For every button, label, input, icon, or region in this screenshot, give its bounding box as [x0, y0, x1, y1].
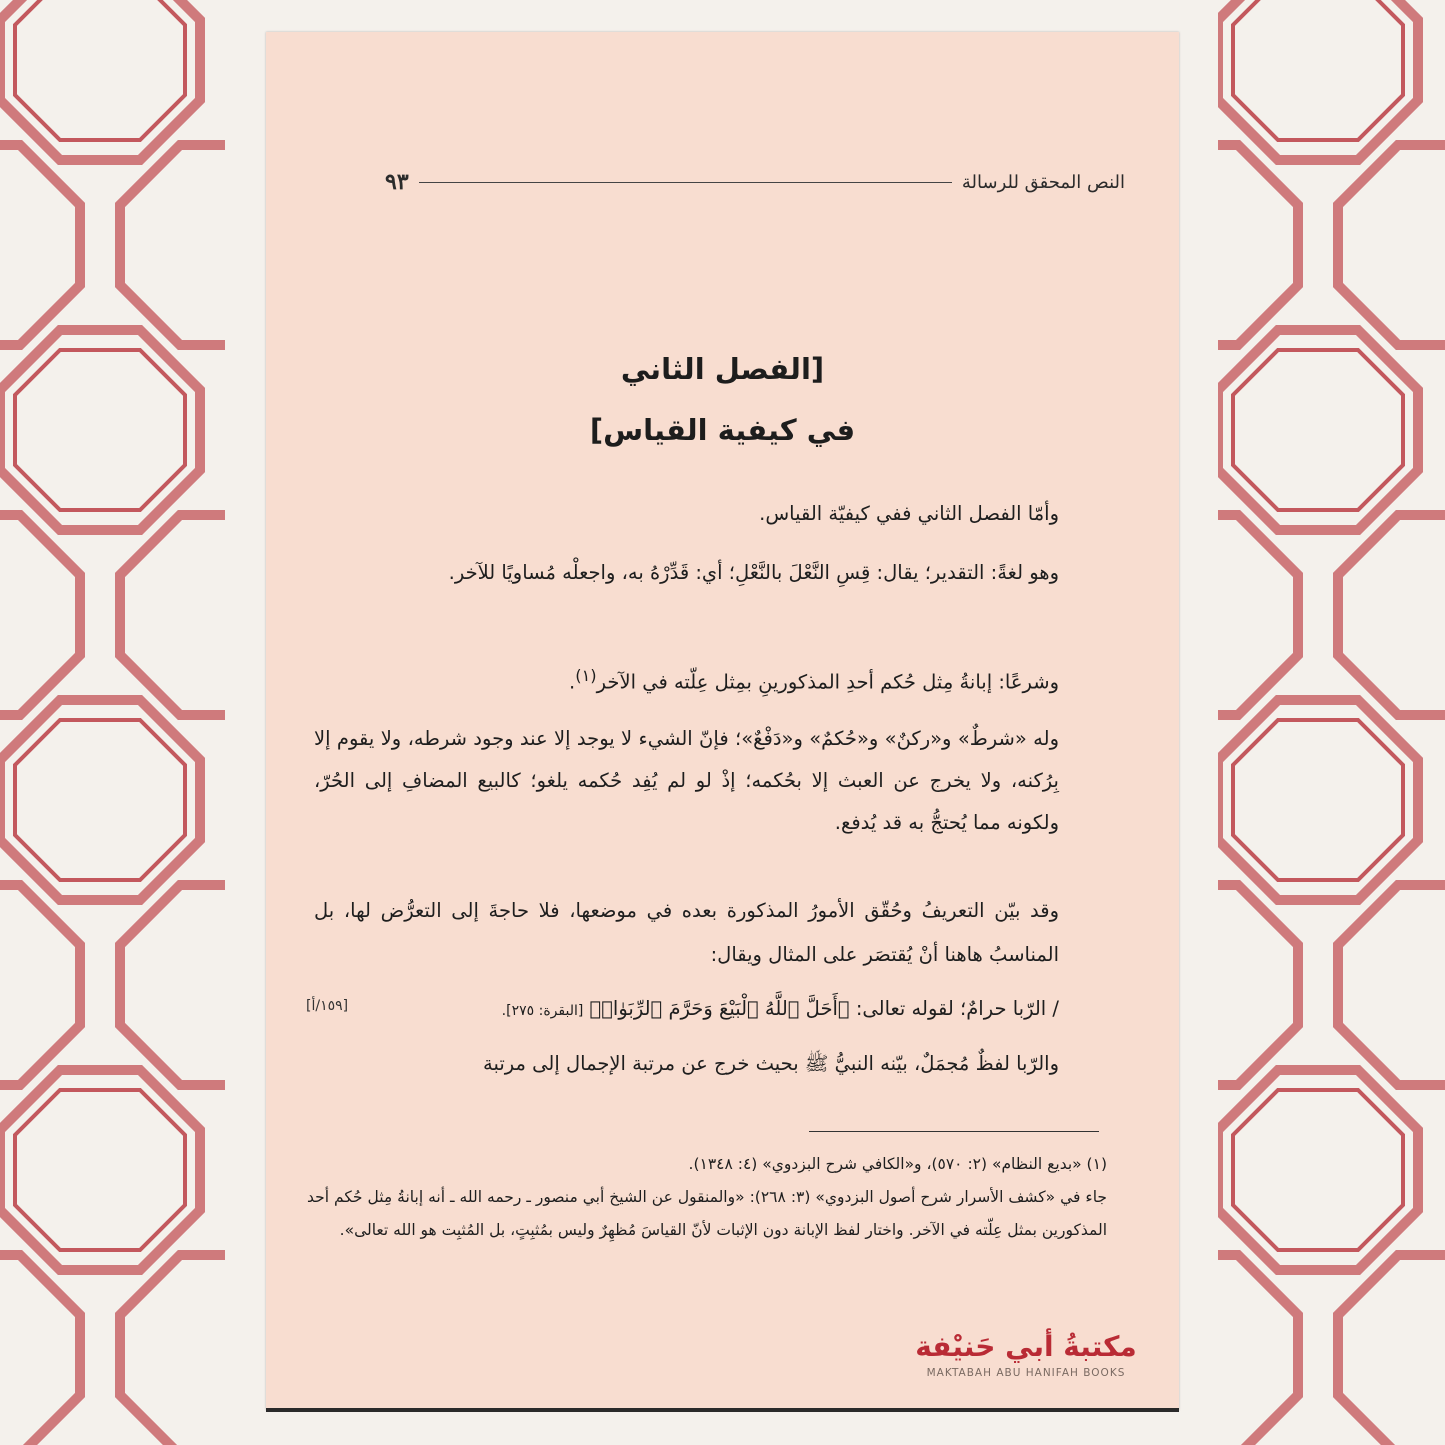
paragraph-conditions: وله «شرطٌ» و«ركنٌ» و«حُكمٌ» و«دَفْعٌ»؛ فإنّ الشيء لا يوجد إلا عند وجود شرطه، ولا يقوم إلا بِرُكنه، ولا يخرج عن العبث إلا بحُكمه؛ إذْ لو لم يُفِد حُكمه يلغو؛ كالبيع المضافِ إلى الحُرّ، ولكونه مما يُحتجُّ به قد يُدفع.	[314, 727, 1059, 834]
technical-definition-text: وشرعًا: إبانةُ مِثل حُكم أحدِ المذكورينِ بمِثل عِلّته في الآخر	[596, 670, 1059, 694]
decorative-pattern-right	[1218, 0, 1445, 1445]
running-title: النص المحقق للرسالة	[961, 171, 1125, 193]
paragraph-verse	[314, 997, 1059, 1020]
footnote-separator	[809, 1131, 1099, 1132]
verse-reference: [البقرة: ٢٧٥].	[501, 1003, 584, 1019]
paragraph-technical-definition: وشرعًا: إبانةُ مِثل حُكم أحدِ المذكورينِ بمِثل عِلّته في الآخر$^{(١)}$.	[569, 666, 1059, 694]
publisher-logo-english: MAKTABAH ABU HANIFAH BOOKS	[926, 1367, 1126, 1379]
page-bottom-edge	[266, 1408, 1179, 1412]
header-rule	[419, 182, 952, 183]
book-page	[266, 32, 1179, 1410]
footnote-1-continued: جاء في «كشف الأسرار شرح أصول البزدوي» (٣: ٢٦٨): «والمنقول عن الشيخ أبي منصور ـ رحمه الله ـ أنه إبانةُ مِثل حُكم أحد المذكورين بمثل عِلّته في الآخر. واختار لفظ الإبانة دون الإثبات لأنّ القياسَ مُظهِرٌ وليس بمُثبِتٍ، بل المُثبِت هو الله تعالى».	[307, 1188, 1107, 1239]
footnotes	[307, 1148, 1107, 1247]
chapter-title-line-1: [الفصل الثاني	[620, 352, 825, 386]
paragraph-intro: وأمّا الفصل الثاني ففي كيفيّة القياس.	[759, 502, 1059, 525]
verse-text: / الرّبا حرامٌ؛ لقوله تعالى: ﴿أَحَلَّ ٱللَّهُ ٱلْبَيْعَ وَحَرَّمَ ٱلرِّبَوٰا۟﴾	[589, 997, 1059, 1020]
paragraph-riba: والرّبا لفظٌ مُجمَلٌ، بيّنه النبيُّ ﷺ بحيث خرج عن مرتبة الإجمال إلى مرتبة	[482, 1052, 1059, 1075]
footnote-1: (١) «بديع النظام» (٢: ٥٧٠)، و«الكافي شرح البزدوي» (٤: ١٣٤٨).	[688, 1155, 1107, 1173]
page-header	[385, 162, 1125, 202]
manuscript-folio-reference: [١٥٩/أ]	[306, 998, 349, 1014]
paragraph-linguistic-definition: وهو لغةً: التقدير؛ يقال: قِسِ النَّعْلَ بالنَّعْلِ؛ أي: قَدِّرْهُ به، واجعلْه مُساويًا للآخر.	[448, 561, 1059, 584]
page-number: ٩٣	[385, 169, 409, 195]
paragraph-clarification: وقد بيّن التعريفُ وحُقّق الأمورُ المذكورة بعده في موضعها، فلا حاجةَ إلى التعرُّض لها، بل المناسبُ هاهنا أنْ يُقتصَر على المثال ويقال:	[314, 899, 1059, 966]
chapter-title-line-2: في كيفية القياس]	[589, 413, 856, 447]
decorative-pattern-left	[0, 0, 225, 1445]
publisher-logo-arabic: مكتبةُ أبي حَنيْفة	[915, 1330, 1137, 1363]
publisher-logo	[896, 1330, 1156, 1379]
footnote-marker: (١)	[575, 666, 597, 685]
